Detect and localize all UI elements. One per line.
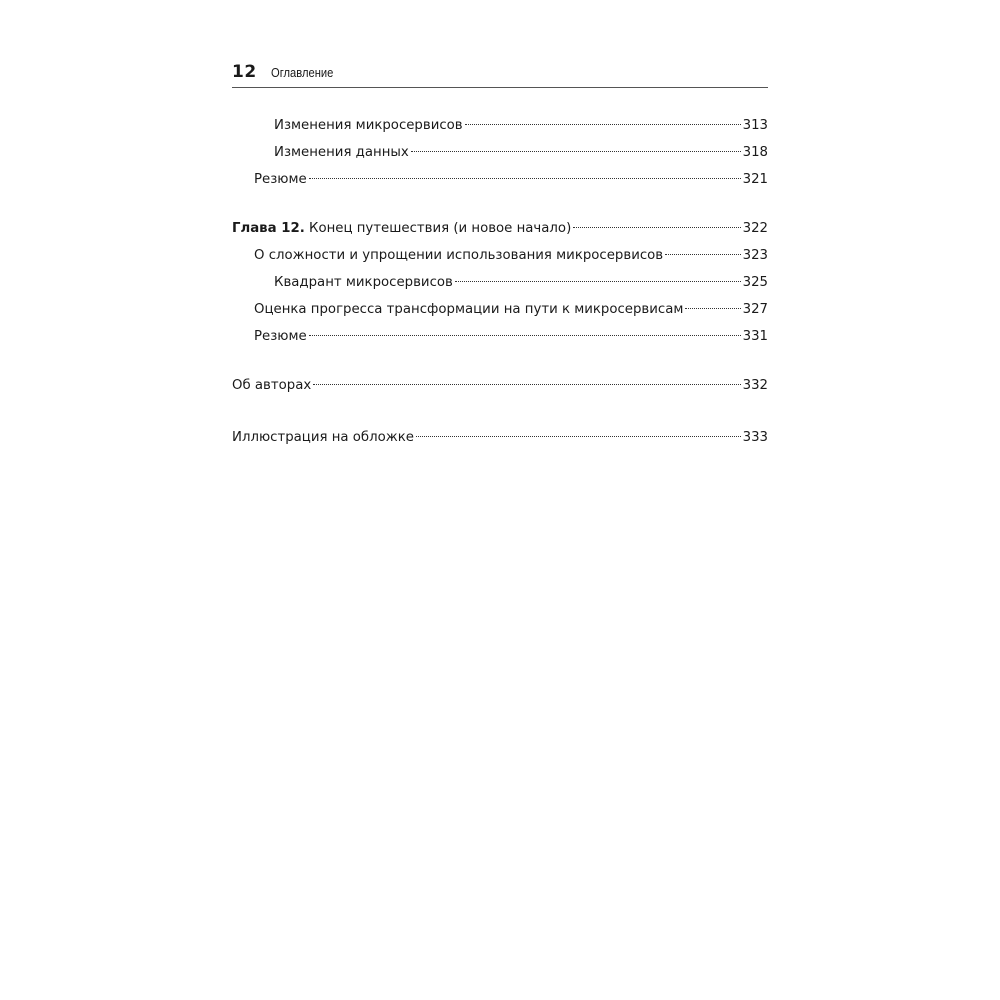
toc-title-text: Об авторах (232, 378, 312, 393)
dot-leader (465, 124, 741, 125)
toc-entry[interactable] (232, 328, 768, 346)
toc-title-text: О сложности и упрощении использования микросервисов (254, 248, 664, 263)
dot-leader (309, 335, 741, 336)
toc-entry-title (232, 429, 414, 447)
toc-entry-title (232, 377, 311, 395)
toc-page-number: 318 (742, 145, 768, 160)
toc-title-text: Изменения данных (274, 145, 409, 160)
toc-page-number: 321 (742, 172, 768, 187)
dot-leader (309, 178, 741, 179)
toc-entry-title (254, 247, 663, 265)
toc-entry-title (274, 117, 463, 135)
dot-leader (455, 281, 741, 282)
toc-entry-title (274, 144, 409, 162)
toc-entry[interactable] (232, 220, 768, 238)
toc-entry[interactable] (232, 377, 768, 395)
toc-entry-title (232, 220, 571, 238)
toc-title-text: Резюме (254, 329, 307, 344)
toc-page-number: 313 (742, 118, 768, 133)
toc-entry[interactable] (232, 274, 768, 292)
toc-title-text: Оценка прогресса трансформации на пути к микросервисам (254, 302, 684, 317)
toc-entry[interactable] (232, 429, 768, 447)
toc-entry[interactable] (232, 117, 768, 135)
toc-page-number: 333 (742, 430, 768, 445)
toc-entry-title (274, 274, 453, 292)
toc-entry-title (254, 301, 683, 319)
dot-leader (411, 151, 741, 152)
toc-page-number: 332 (742, 378, 768, 393)
toc-entry-title (254, 171, 307, 189)
toc-page-number: 331 (742, 329, 768, 344)
toc-entry[interactable] (232, 301, 768, 319)
toc-entry[interactable] (232, 144, 768, 162)
toc-entry[interactable] (232, 247, 768, 265)
page-number: 12 (232, 62, 257, 82)
toc-entry[interactable] (232, 171, 768, 189)
toc-page-number: 325 (742, 275, 768, 290)
dot-leader (573, 227, 740, 228)
dot-leader (416, 436, 741, 437)
toc-title-text: Квадрант микросервисов (274, 275, 453, 290)
dot-leader (313, 384, 740, 385)
header-rule (232, 87, 768, 88)
toc-title-text: Изменения микросервисов (274, 118, 463, 133)
dot-leader (685, 308, 740, 309)
toc-page-number: 323 (742, 248, 768, 263)
running-title: Оглавление (270, 65, 334, 80)
toc-title-text: Резюме (254, 172, 307, 187)
toc-page-number: 322 (742, 221, 768, 236)
dot-leader (665, 254, 740, 255)
toc-page-number: 327 (742, 302, 768, 317)
toc-title-text: Иллюстрация на обложке (232, 430, 414, 445)
running-head (232, 62, 768, 82)
toc-chapter-label: Глава 12. (232, 221, 305, 236)
toc-title-text: Конец путешествия (и новое начало) (309, 221, 572, 236)
toc-entry-title (254, 328, 307, 346)
